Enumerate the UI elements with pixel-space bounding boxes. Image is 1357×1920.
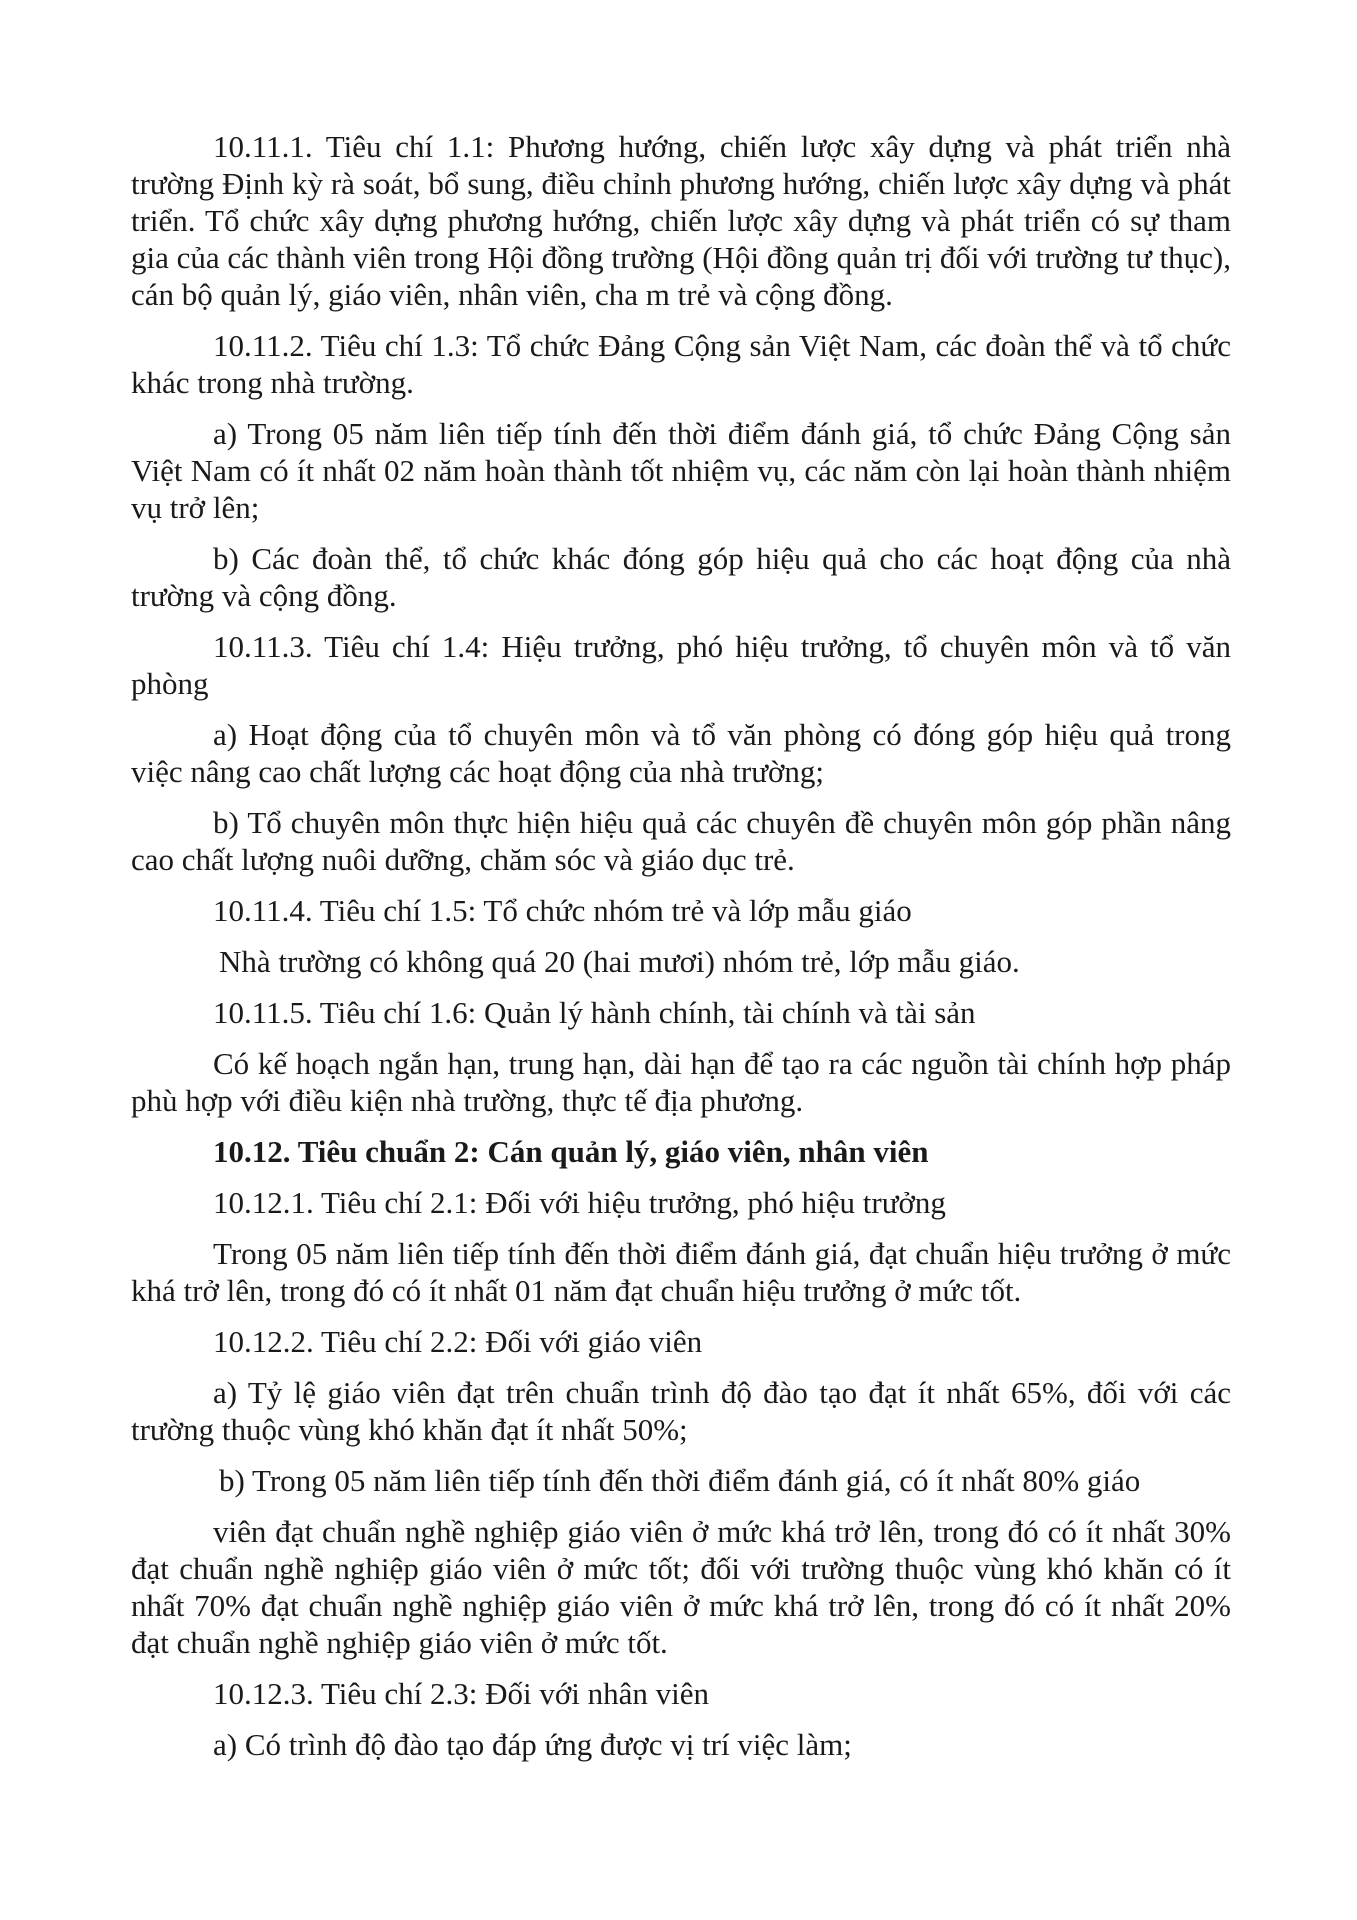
criterion-2-2-item-b: b) Trong 05 năm liên tiếp tính đến thời điểm đánh giá, có ít nhất 80% giáo <box>219 1463 1141 1498</box>
document-page <box>131 128 1231 1777</box>
criterion-2-3-item-a: a) Có trình độ đào tạo đáp ứng được vị trí việc làm; <box>213 1727 852 1762</box>
criterion-1-5-heading: 10.11.4. Tiêu chí 1.5: Tổ chức nhóm trẻ và lớp mẫu giáo <box>213 893 912 928</box>
criterion-1-3-heading: 10.11.2. Tiêu chí 1.3: Tổ chức Đảng Cộng sản Việt Nam, các đoàn thể và tổ chức khác trong nhà trường. <box>131 328 1231 400</box>
criterion-1-1-paragraph: 10.11.1. Tiêu chí 1.1: Phương hướng, chiến lược xây dựng và phát triển nhà trường Định kỳ rà soát, bổ sung, điều chỉnh phương hướng, chiến lược xây dựng và phát triển. Tổ chức xây dựng phương hướng, chiến lược xây dựng và phát triển có sự tham gia của các thành viên trong Hội đồng trường (Hội đồng quản trị đối với trường tư thục), cán bộ quản lý, giáo viên, nhân viên, cha m trẻ và cộng đồng. <box>131 129 1231 312</box>
criterion-1-4-item-a: a) Hoạt động của tổ chuyên môn và tổ văn phòng có đóng góp hiệu quả trong việc nâng cao chất lượng các hoạt động của nhà trường; <box>131 717 1231 789</box>
criterion-2-1-body: Trong 05 năm liên tiếp tính đến thời điểm đánh giá, đạt chuẩn hiệu trưởng ở mức khá trở lên, trong đó có ít nhất 01 năm đạt chuẩn hiệu trưởng ở mức tốt. <box>131 1236 1231 1308</box>
criterion-2-1-heading: 10.12.1. Tiêu chí 2.1: Đối với hiệu trưởng, phó hiệu trưởng <box>213 1185 946 1220</box>
criterion-1-5-body: Nhà trường có không quá 20 (hai mươi) nhóm trẻ, lớp mẫu giáo. <box>219 944 1020 979</box>
criterion-1-3-item-b: b) Các đoàn thể, tổ chức khác đóng góp hiệu quả cho các hoạt động của nhà trường và cộng đồng. <box>131 541 1231 613</box>
criterion-2-2-item-b-continued: viên đạt chuẩn nghề nghiệp giáo viên ở mức khá trở lên, trong đó có ít nhất 30% đạt chuẩn nghề nghiệp giáo viên ở mức tốt; đối với trường thuộc vùng khó khăn có ít nhất 70% đạt chuẩn nghề nghiệp giáo viên ở mức khá trở lên, trong đó có ít nhất 20% đạt chuẩn nghề nghiệp giáo viên ở mức tốt. <box>131 1514 1231 1660</box>
criterion-1-6-body: Có kế hoạch ngắn hạn, trung hạn, dài hạn để tạo ra các nguồn tài chính hợp pháp phù hợp với điều kiện nhà trường, thực tế địa phương. <box>131 1046 1231 1118</box>
criterion-2-2-heading: 10.12.2. Tiêu chí 2.2: Đối với giáo viên <box>213 1324 703 1359</box>
criterion-1-4-item-b: b) Tổ chuyên môn thực hiện hiệu quả các chuyên đề chuyên môn góp phần nâng cao chất lượng nuôi dưỡng, chăm sóc và giáo dục trẻ. <box>131 805 1231 877</box>
criterion-2-2-item-a: a) Tỷ lệ giáo viên đạt trên chuẩn trình độ đào tạo đạt ít nhất 65%, đối với các trường thuộc vùng khó khăn đạt ít nhất 50%; <box>131 1375 1231 1447</box>
standard-2-heading: 10.12. Tiêu chuẩn 2: Cán quản lý, giáo viên, nhân viên <box>213 1134 929 1169</box>
criterion-1-6-heading: 10.11.5. Tiêu chí 1.6: Quản lý hành chính, tài chính và tài sản <box>213 995 976 1030</box>
criterion-1-4-heading: 10.11.3. Tiêu chí 1.4: Hiệu trưởng, phó hiệu trưởng, tổ chuyên môn và tổ văn phòng <box>131 629 1231 701</box>
criterion-2-3-heading: 10.12.3. Tiêu chí 2.3: Đối với nhân viên <box>213 1676 710 1711</box>
criterion-1-3-item-a: a) Trong 05 năm liên tiếp tính đến thời điểm đánh giá, tổ chức Đảng Cộng sản Việt Nam có ít nhất 02 năm hoàn thành tốt nhiệm vụ, các năm còn lại hoàn thành nhiệm vụ trở lên; <box>131 416 1231 525</box>
